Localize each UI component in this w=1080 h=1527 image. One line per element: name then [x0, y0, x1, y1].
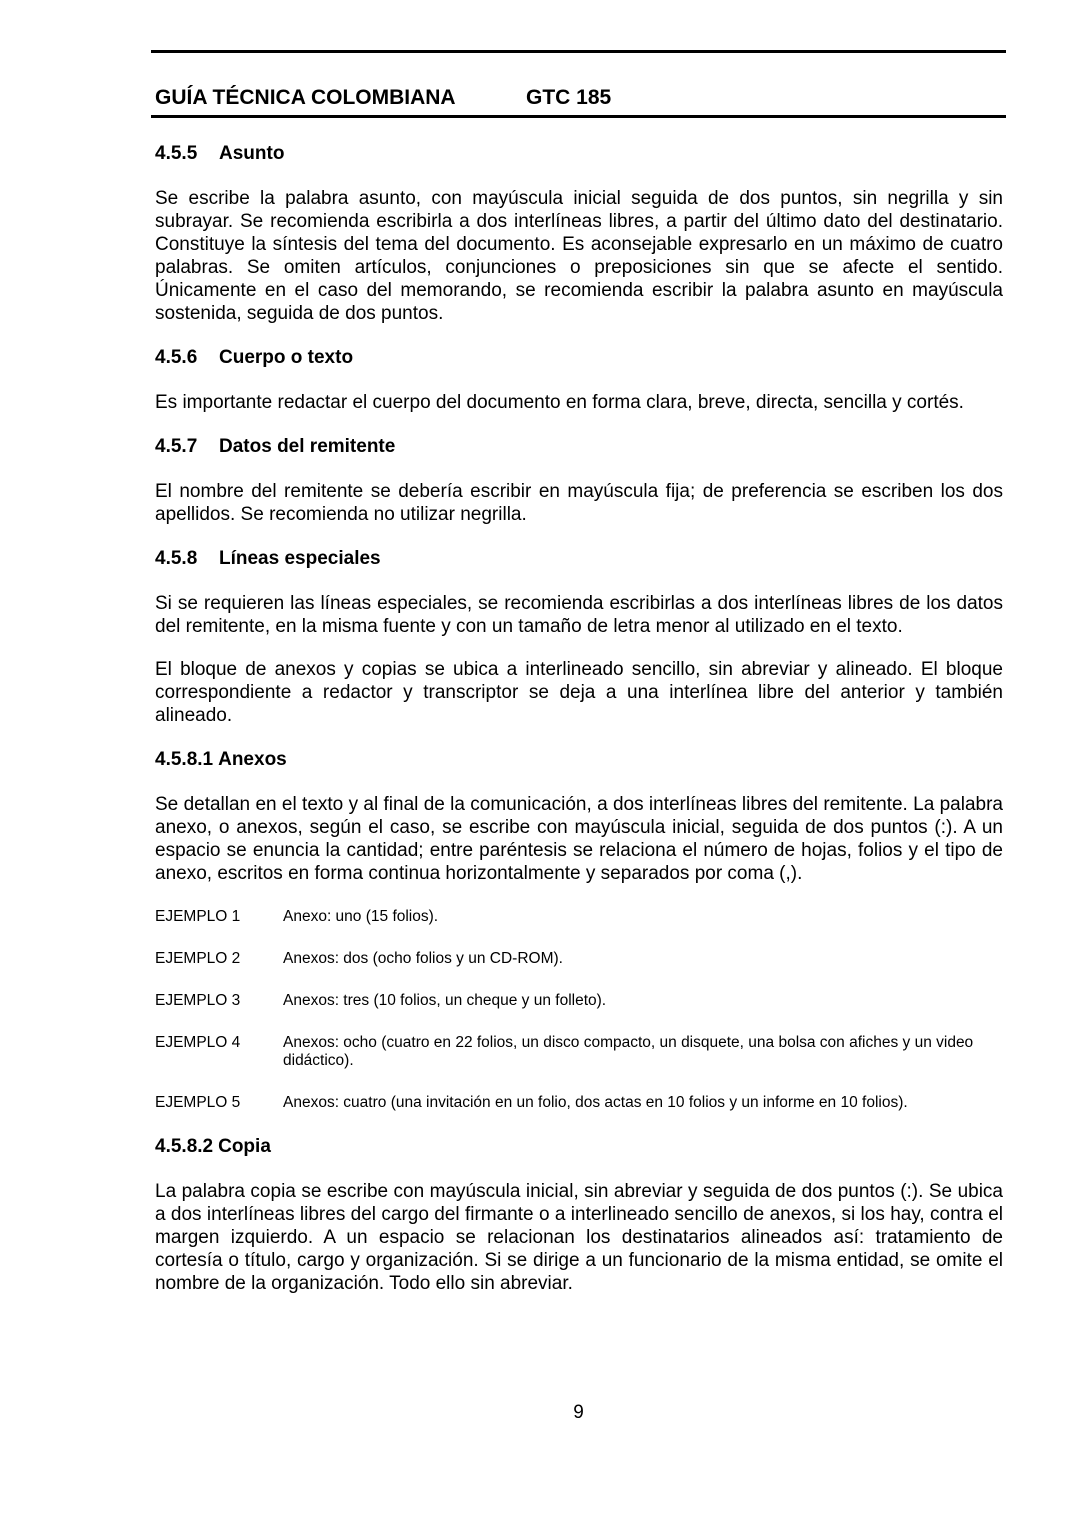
section-number: 4.5.5 — [155, 143, 198, 164]
example-label: EJEMPLO 5 — [155, 1094, 241, 1111]
section-heading-remitente — [155, 434, 1003, 460]
header-code: GTC 185 — [526, 86, 612, 109]
example-text: Anexos: cuatro (una invitación en un folio, dos actas en 10 folios y un informe en 10 folios). — [283, 1094, 908, 1111]
section-title: Cuerpo o texto — [219, 347, 354, 368]
example-text: Anexos: ocho (cuatro en 22 folios, un disco compacto, un disquete, una bolsa con afiches y un video didáctico). — [283, 1034, 974, 1069]
section-heading-anexos — [155, 747, 1003, 773]
page-header — [155, 85, 612, 111]
section-number: 4.5.7 — [155, 436, 198, 457]
paragraph: Se detallan en el texto y al final de la comunicación, a dos interlíneas libres del remitente. La palabra anexo, o anexos, según el caso, se escribe con mayúscula inicial, seguida de dos puntos (:). A un espacio se enuncia la cantidad; entre paréntesis se relaciona el número de hojas, folios y el tipo de anexo, escritos en forma continua horizontalmente y separados por coma (,). — [155, 794, 1003, 884]
example-text: Anexos: tres (10 folios, un cheque y un folleto). — [283, 992, 607, 1009]
header-title: GUÍA TÉCNICA COLOMBIANA — [155, 86, 456, 109]
section-number: 4.5.8 — [155, 548, 198, 569]
example-item — [155, 1094, 1003, 1112]
header-bottom-rule — [151, 115, 1006, 118]
section-number: 4.5.6 — [155, 347, 198, 368]
section-heading-copia — [155, 1134, 1003, 1160]
example-label: EJEMPLO 2 — [155, 950, 241, 967]
header-top-rule — [151, 50, 1006, 53]
section-heading-cuerpo — [155, 345, 1003, 371]
example-label: EJEMPLO 4 — [155, 1034, 241, 1051]
example-text: Anexo: uno (15 folios). — [283, 908, 439, 925]
section-title: Anexos — [218, 749, 287, 770]
example-label: EJEMPLO 1 — [155, 908, 241, 925]
paragraph: El nombre del remitente se debería escribir en mayúscula fija; de preferencia se escriben los dos apellidos. Se recomienda no utilizar negrilla. — [155, 481, 1003, 525]
example-item — [155, 908, 1003, 926]
example-item — [155, 950, 1003, 968]
paragraph: El bloque de anexos y copias se ubica a interlineado sencillo, sin abreviar y alineado. El bloque correspondiente a redactor y transcriptor se deja a una interlínea libre del anterior y también alineado. — [155, 659, 1003, 726]
section-title: Datos del remitente — [219, 436, 396, 457]
paragraph: La palabra copia se escribe con mayúscula inicial, sin abreviar y seguida de dos puntos (:). Se ubica a dos interlíneas libres del cargo del firmante o a interlineado sencillo de anexos, si los hay, contra el margen izquierdo. A un espacio se relacionan los destinatarios alineados así: tratamiento de cortesía o título, cargo y organización. Si se dirige a un funcionario de la misma entidad, se omite el nombre de la organización. Todo ello sin abreviar. — [155, 1181, 1003, 1294]
section-title: Asunto — [219, 143, 285, 164]
example-text: Anexos: dos (ocho folios y un CD-ROM). — [283, 950, 563, 967]
section-number: 4.5.8.2 — [155, 1136, 214, 1157]
page-number: 9 — [573, 1402, 584, 1423]
section-heading-lineas-especiales — [155, 546, 1003, 572]
paragraph: Es importante redactar el cuerpo del documento en forma clara, breve, directa, sencilla y cortés. — [155, 392, 964, 413]
example-item — [155, 992, 1003, 1010]
section-title: Líneas especiales — [219, 548, 381, 569]
document-body — [155, 141, 1003, 1295]
example-label: EJEMPLO 3 — [155, 992, 241, 1009]
section-heading-asunto — [155, 141, 1003, 167]
paragraph: Si se requieren las líneas especiales, se recomienda escribirlas a dos interlíneas libres de los datos del remitente, en la misma fuente y con un tamaño de letra menor al utilizado en el texto. — [155, 593, 1003, 637]
section-number: 4.5.8.1 — [155, 749, 214, 770]
section-title: Copia — [218, 1136, 271, 1157]
paragraph: Se escribe la palabra asunto, con mayúscula inicial seguida de dos puntos, sin negrilla y sin subrayar. Se recomienda escribirla a dos interlíneas libres, a partir del último dato del destinatario. Constituye la síntesis del tema del documento. Es aconsejable expresarlo en un máximo de cuatro palabras. Se omiten artículos, conjunciones o preposiciones sin que se afecte el sentido. Únicamente en el caso del memorando, se recomienda escribir la palabra asunto en mayúscula sostenida, seguida de dos puntos. — [155, 188, 1003, 324]
example-item — [155, 1034, 1003, 1070]
